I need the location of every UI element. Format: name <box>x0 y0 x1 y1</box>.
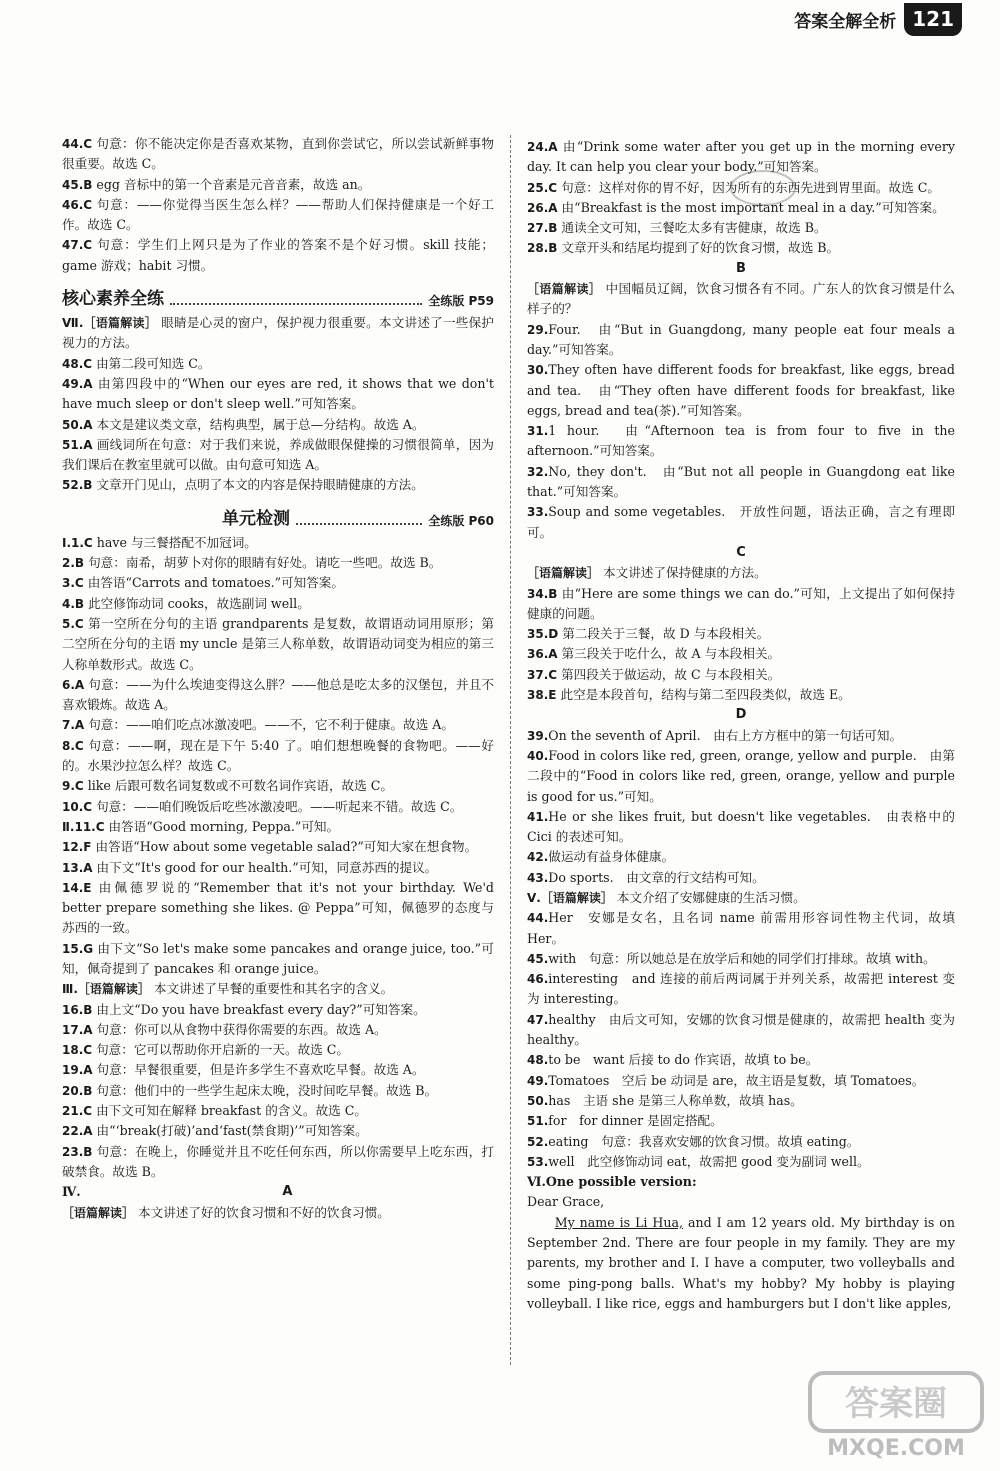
answer-item <box>62 475 494 495</box>
answer-number: 28.B <box>527 241 558 256</box>
answer-text: Her 安娜是女名，且名词 name 前需用形容词性物主代词，故填 Her。 <box>527 910 955 946</box>
answer-number: 48. <box>527 1053 549 1068</box>
answer-number: 36.A <box>527 647 558 662</box>
answer-text: 句意：它可以帮助你开启新的一天。故选 C。 <box>92 1042 350 1058</box>
answer-text: have 与三餐搭配不加冠词。 <box>92 534 257 550</box>
answer-number: 41. <box>527 809 549 824</box>
answer-item <box>62 837 494 857</box>
answer-item <box>62 313 494 354</box>
section-title: 核心素养全练 <box>62 289 164 310</box>
answer-text: egg 音标中的第一个音素是元音音素，故选 an。 <box>92 176 371 192</box>
answer-text: 由答语“Carrots and tomatoes.”可知答案。 <box>83 575 344 591</box>
answer-text: No, they don't. 由“But not all people in Guangdong eat like that.”可知答案。 <box>527 463 955 500</box>
answer-text: 由第二段可知选 C。 <box>92 355 211 371</box>
answer-item <box>527 1152 955 1172</box>
answer-number: 44. <box>527 911 549 926</box>
answer-item <box>62 736 494 777</box>
letter-body <box>527 1213 955 1314</box>
answer-number: 10.C <box>62 799 93 814</box>
answer-text: 文章开门见山，点明了本文的内容是保持眼睛健康的方法。 <box>92 477 424 493</box>
answer-text: 由答语“How about some vegetable salad?”可知大家在想食物。 <box>91 839 478 855</box>
answer-item <box>62 1101 494 1121</box>
stamp-graphic <box>728 168 798 208</box>
answer-item <box>527 421 955 462</box>
answer-item <box>527 969 955 1010</box>
answer-item <box>62 1040 494 1060</box>
answer-text: with 句意：所以她总是在放学后和她的同学们打排球。故填 with。 <box>548 950 936 966</box>
answer-text: 句意：南希，胡萝卜对你的眼睛有好处。请吃一些吧。故选 B。 <box>84 555 442 571</box>
answer-text: 由下文可知在解释 breakfast 的含义。故选 C。 <box>92 1103 368 1119</box>
answer-item <box>527 462 955 503</box>
answer-item <box>527 1010 955 1051</box>
answer-text: Soup and some vegetables. 开放性问题，语法正确，言之有理即可。 <box>527 504 955 540</box>
answer-number: 44.C <box>62 137 93 151</box>
answer-text: well 此空修饰动词 eat，故需把 good 变为副词 well。 <box>548 1153 870 1169</box>
section-heading-core <box>62 284 494 309</box>
answer-item <box>62 1142 494 1183</box>
answer-number: 47.C <box>62 238 93 253</box>
answer-text: 画线词所在句意：对于我们来说，养成做眼保健操的习惯很简单，因为我们课后在教室里就可以做。由句意可知选 A。 <box>62 436 494 473</box>
answer-number: 37.C <box>527 667 558 682</box>
answer-item <box>62 776 494 796</box>
answer-item <box>62 354 494 374</box>
answer-text: 由上文“Do you have breakfast every day?”可知答案。 <box>92 1001 426 1017</box>
dot-leader <box>296 523 422 525</box>
answer-item <box>62 1020 494 1040</box>
answer-text: healthy 由后文可知，安娜的饮食习惯是健康的，故需把 health 变为 healthy。 <box>527 1011 955 1048</box>
answer-item <box>62 939 494 980</box>
answer-item <box>62 878 494 939</box>
answer-text: 本文讲述了早餐的重要性和其名字的含义。 <box>149 981 394 997</box>
subsection-c: C <box>736 544 746 560</box>
answer-text: Four. 由“But in Guangdong, many people eat four meals a day.”可知答案。 <box>527 321 955 357</box>
answer-number: ［语篇解读］ <box>527 282 602 297</box>
answer-text: 句意：你可以从食物中获得你需要的东西。故选 A。 <box>92 1021 387 1037</box>
answer-text: 做运动有益身体健康。 <box>548 849 675 865</box>
part-four-row <box>62 1182 494 1202</box>
answer-item <box>62 415 494 435</box>
answer-number: 50. <box>527 1093 549 1108</box>
answer-item <box>527 685 955 705</box>
answer-number: 12.F <box>62 840 92 855</box>
answer-number: 3.C <box>62 576 84 591</box>
part-label: Ⅳ. <box>62 1184 81 1200</box>
answers-29-33 <box>527 279 955 543</box>
answer-number: 49.A <box>62 376 93 391</box>
answer-text: 由第四段中的“When our eyes are red, it shows that we don't have much sleep or don't sleep well.”可知答案。 <box>62 375 494 412</box>
subsection-d: D <box>735 707 747 723</box>
answer-number: 18.C <box>62 1043 93 1058</box>
answer-number: 22.A <box>62 1124 93 1139</box>
answer-item <box>62 435 494 476</box>
letter-text: and I am 12 years old. My birthday is on September 2nd. There are four people in my family. They are my parents, my brother and I. I have a computer, two volleyballs and some ping-pong balls. What's my hobby? My hobby is playing volleyball. I like rice, eggs and hamburgers but I don't like apples, <box>527 1214 955 1311</box>
answer-text: 句意：——你觉得当医生怎么样？——帮助人们保持健康是一个好工作。故选 C。 <box>62 196 494 233</box>
answer-text: 句意：——咱们吃点冰激凌吧。——不，它不利于健康。故选 A。 <box>84 717 454 733</box>
answers-44-47 <box>62 134 494 276</box>
answer-item <box>527 746 955 807</box>
answer-text: 由答语“Good morning, Peppa.”可知。 <box>104 818 340 834</box>
answer-number: 19.A <box>62 1063 93 1078</box>
answer-item <box>62 573 494 593</box>
answer-item <box>527 1071 955 1091</box>
answer-text: Do sports. 由文章的行文结构可知。 <box>548 869 765 885</box>
answer-item <box>527 360 955 421</box>
answer-item <box>62 594 494 614</box>
answers-1-23 <box>62 533 494 1183</box>
answer-number: 31. <box>527 424 549 439</box>
answer-number: 20.B <box>62 1083 93 1098</box>
answer-text: He or she likes fruit, but doesn't like vegetables. 由表格中的 Cici 的表述可知。 <box>527 808 955 845</box>
answer-text: 由“Breakfast is the most important meal in a day.”可知答案。 <box>557 199 945 215</box>
answer-item <box>62 533 494 553</box>
answer-item <box>527 218 955 238</box>
answer-number: 13.A <box>62 860 93 875</box>
answer-text: 句意：——啊，现在是下午 5:40 了。咱们想想晚餐的食物吧。——好的。水果沙拉怎么样？故选 C。 <box>62 737 494 774</box>
answer-item <box>527 888 955 908</box>
answer-number: 8.C <box>62 738 84 753</box>
answer-item <box>62 1203 494 1223</box>
part-six-label: Ⅵ.One possible version: <box>527 1174 697 1190</box>
answer-number: 46.C <box>62 197 93 212</box>
answer-text: like 后跟可数名词复数或不可数名词作宾语，故选 C。 <box>83 778 393 794</box>
answer-number: Ⅶ.［语篇解读］ <box>62 316 157 331</box>
dot-leader <box>170 303 422 305</box>
answer-number: 30. <box>527 363 549 378</box>
answer-number: 34.B <box>527 586 558 601</box>
answer-item <box>62 1121 494 1141</box>
answer-number: 29. <box>527 322 549 337</box>
answer-number: ［语篇解读］ <box>62 1205 135 1220</box>
answer-text: 句意：他们中的一些学生起床太晚，没时间吃早餐。故选 B。 <box>92 1082 438 1098</box>
answer-item <box>527 624 955 644</box>
answer-item <box>527 949 955 969</box>
answer-item <box>62 675 494 716</box>
answer-number: 17.A <box>62 1022 93 1037</box>
answer-number: 27.B <box>527 221 558 236</box>
answer-item <box>527 726 955 746</box>
answer-text: has 主语 she 是第三人称单数，故填 has。 <box>548 1092 803 1108</box>
answer-text: 句意：——为什么埃迪变得这么胖？——他总是吃太多的汉堡包，并且不喜欢锻炼。故选 A。 <box>62 676 494 713</box>
left-column <box>62 134 494 1223</box>
answer-number: 40. <box>527 748 549 763</box>
answer-item <box>62 858 494 878</box>
section-version: 全练版 P60 <box>428 513 494 528</box>
answer-item <box>527 502 955 543</box>
answer-item <box>62 1060 494 1080</box>
answer-text: 句意：——咱们晚饭后吃些冰激凌吧。——听起来不错。故选 C。 <box>92 798 463 814</box>
letter-greeting: Dear Grace, <box>527 1194 605 1210</box>
answer-number: ［语篇解读］ <box>527 566 600 581</box>
answer-number: Ⅲ.［语篇解读］ <box>62 982 150 997</box>
answer-number: 21.C <box>62 1104 93 1119</box>
section-version: 全练版 P59 <box>428 294 494 309</box>
answer-item <box>62 235 494 276</box>
answer-number: 51.A <box>62 437 93 452</box>
answer-item <box>527 1050 955 1070</box>
answer-text: They often have different foods for breakfast, like eggs, bread and tea. 由“They often have different foods for breakfast, like eggs, bread and tea(茶).”可知答案。 <box>527 362 955 418</box>
answer-item <box>62 134 494 175</box>
answer-number: 32. <box>527 464 549 479</box>
answer-number: 25.C <box>527 180 558 195</box>
answer-number: 47. <box>527 1012 549 1027</box>
answer-item <box>527 320 955 361</box>
answer-number: 35.D <box>527 627 559 642</box>
answer-number: 53. <box>527 1154 549 1169</box>
answer-number: 49. <box>527 1073 549 1088</box>
answer-number: 39. <box>527 728 549 743</box>
answer-number: 38.E <box>527 688 557 703</box>
answer-item <box>62 553 494 573</box>
answers-39-53 <box>527 726 955 1173</box>
answer-item <box>527 644 955 664</box>
answer-text: 本文讲述了保持健康的方法。 <box>599 565 767 581</box>
answer-text: 本文介绍了安娜健康的生活习惯。 <box>612 889 806 905</box>
answer-text: Food in colors like red, green, orange, yellow and purple. 由第二段中的“Food in colors like red, green, orange, yellow and purple is good for us.”可知。 <box>527 747 955 804</box>
answer-number: Ⅴ.［语篇解读］ <box>527 890 613 905</box>
answer-text: 此空修饰动词 cooks，故选副词 well。 <box>84 595 310 611</box>
answer-item <box>62 797 494 817</box>
answer-number: 46. <box>527 972 549 987</box>
watermark-brand: 答案圈 <box>845 1384 947 1424</box>
answer-number: Ⅱ.11.C <box>62 819 105 834</box>
answer-item <box>527 1091 955 1111</box>
answer-text: 通读全文可知，三餐吃太多有害健康，故选 B。 <box>557 220 827 236</box>
subsection-a: A <box>282 1184 293 1200</box>
letter-underlined-opening: My name is Li Hua, <box>554 1214 684 1230</box>
answer-text: 1 hour. 由“Afternoon tea is from four to five in the afternoon.”可知答案。 <box>527 423 955 459</box>
answers-48-52 <box>62 313 494 496</box>
answer-number: 15.G <box>62 941 94 956</box>
answer-item <box>62 175 494 195</box>
subsection-b: B <box>736 260 746 276</box>
answer-text: 由佩德罗说的“Remember that it's not your birthday. We'd better prepare something she likes. @ Peppa”可知，佩德罗的态度与苏西的一致。 <box>62 879 494 936</box>
answer-number: 45.B <box>62 177 93 192</box>
answer-text: eating 句意：我喜欢安娜的饮食习惯。故填 eating。 <box>548 1133 860 1149</box>
answer-text: 句意：早餐很重要，但是许多学生不喜欢吃早餐。故选 A。 <box>92 1062 425 1078</box>
answer-item <box>62 715 494 735</box>
answer-number: 5.C <box>62 616 84 631</box>
answers-34-38 <box>527 563 955 705</box>
answer-number: 16.B <box>62 1002 93 1017</box>
answer-text: to be want 后接 to do 作宾语，故填 to be。 <box>548 1052 819 1068</box>
answer-text: interesting and 连接的前后两词属于并列关系，故需把 interest 变为 interesting。 <box>527 971 955 1007</box>
answer-item <box>527 807 955 848</box>
answer-item <box>527 847 955 867</box>
answer-item <box>527 279 955 320</box>
answer-text: 第一空所在分句的主语 grandparents 是复数，故谓语动词用原形；第二空所在分句的主语 my uncle 是第三人称单数，故谓语动词变为相应的第三人称单数形式。故选 C。 <box>62 615 494 672</box>
answer-number: 14.E <box>62 880 92 895</box>
answer-number: 6.A <box>62 677 85 692</box>
answer-text: 句意：学生们上网只是为了作业的答案不是个好习惯。skill 技能；game 游戏；habit 习惯。 <box>62 237 494 273</box>
answer-number: 48.C <box>62 356 93 371</box>
answer-item <box>527 238 955 258</box>
answer-item <box>62 374 494 415</box>
answer-number: 23.B <box>62 1144 93 1159</box>
right-column <box>527 137 955 1314</box>
answer-item <box>527 1111 955 1131</box>
answer-text: 由下文“So let's make some pancakes and orange juice, too.”可知，佩奇提到了 pancakes 和 orange juice。 <box>62 940 494 976</box>
answer-item <box>527 665 955 685</box>
page-number: 121 <box>904 3 962 36</box>
column-divider <box>510 135 511 1365</box>
answer-item <box>527 563 955 583</box>
section-title: 单元检测 <box>222 508 290 529</box>
answer-text: 由“Here are some things we can do.”可知，上文提出了如何保持健康的问题。 <box>527 585 955 621</box>
answer-number: 26.A <box>527 200 558 215</box>
answer-number: 42. <box>527 850 549 865</box>
section-heading-unit-test <box>222 504 494 529</box>
header-title: 答案全解全析 <box>794 11 897 32</box>
answer-item <box>62 1000 494 1020</box>
answer-text: 由下文“It's good for our health.”可知，同意苏西的提议。 <box>92 859 438 875</box>
answer-text: 文章开头和结尾均提到了好的饮食习惯，故选 B。 <box>557 240 840 256</box>
answer-item <box>62 614 494 675</box>
answer-item <box>62 979 494 999</box>
answer-text: 由“Drink some water after you get up in the morning every day. It can help you clear your body.”可知答案。 <box>527 139 955 175</box>
answer-number: 24.A <box>527 140 558 154</box>
answers-part4-intro <box>62 1203 494 1223</box>
answer-text: 第二段关于三餐，故 D 与本段相关。 <box>558 626 770 642</box>
answer-number: 2.B <box>62 556 85 571</box>
answer-text: 句意：在晚上，你睡觉并且不吃任何东西，所以你需要早上吃东西，打破禁食。故选 B。 <box>62 1143 494 1179</box>
answer-number: 45. <box>527 951 549 966</box>
answer-number: 43. <box>527 870 549 885</box>
answer-number: 33. <box>527 505 549 520</box>
answer-text: On the seventh of April. 由右上方方框中的第一句话可知。 <box>548 727 903 743</box>
answer-item <box>527 908 955 949</box>
answer-item <box>62 1081 494 1101</box>
answer-item <box>62 195 494 236</box>
watermark-logo <box>802 1367 990 1463</box>
answer-text: 第四段关于做运动，故 C 与本段相关。 <box>557 666 781 682</box>
answer-text: for for dinner 是固定搭配。 <box>548 1113 723 1129</box>
answer-text: 由“‘break(打破)’and‘fast(禁食期)’”可知答案。 <box>92 1123 368 1139</box>
answer-number: 50.A <box>62 417 93 432</box>
answer-text: 本文是建议类文章，结构典型，属于总—分结构。故选 A。 <box>92 416 425 432</box>
answer-item <box>62 817 494 837</box>
answer-number: 52.B <box>62 478 93 493</box>
answer-text: Tomatoes 空后 be 动词是 are，故主语是复数，填 Tomatoes。 <box>548 1072 925 1088</box>
answer-text: 中国幅员辽阔，饮食习惯各有不同。广东人的饮食习惯是什么样子的？ <box>527 281 955 317</box>
answer-text: 句意：这样对你的胃不好，因为所有的东西先进到胃里面。故选 C。 <box>557 179 940 195</box>
answer-number: Ⅰ.1.C <box>62 535 93 550</box>
answer-text: 第三段关于吃什么，故 A 与本段相关。 <box>557 646 781 662</box>
page-header <box>794 0 962 38</box>
answer-number: 51. <box>527 1114 549 1129</box>
watermark-site: MXQE.COM <box>827 1436 965 1461</box>
answer-item <box>527 1132 955 1152</box>
answer-number: 9.C <box>62 779 84 794</box>
answer-number: 52. <box>527 1134 549 1149</box>
answer-text: 眼睛是心灵的窗户，保护视力很重要。本文讲述了一些保护视力的方法。 <box>62 315 494 351</box>
answer-item <box>527 584 955 625</box>
answer-item <box>527 868 955 888</box>
answer-text: 句意：你不能决定你是否喜欢某物，直到你尝试它，所以尝试新鲜事物很重要。故选 C。 <box>62 136 494 172</box>
answer-text: 本文讲述了好的饮食习惯和不好的饮食习惯。 <box>134 1204 390 1220</box>
answer-text: 此空是本段首句，结构与第二至四段类似，故选 E。 <box>556 687 851 703</box>
answer-number: 7.A <box>62 718 85 733</box>
answer-number: 4.B <box>62 596 85 611</box>
